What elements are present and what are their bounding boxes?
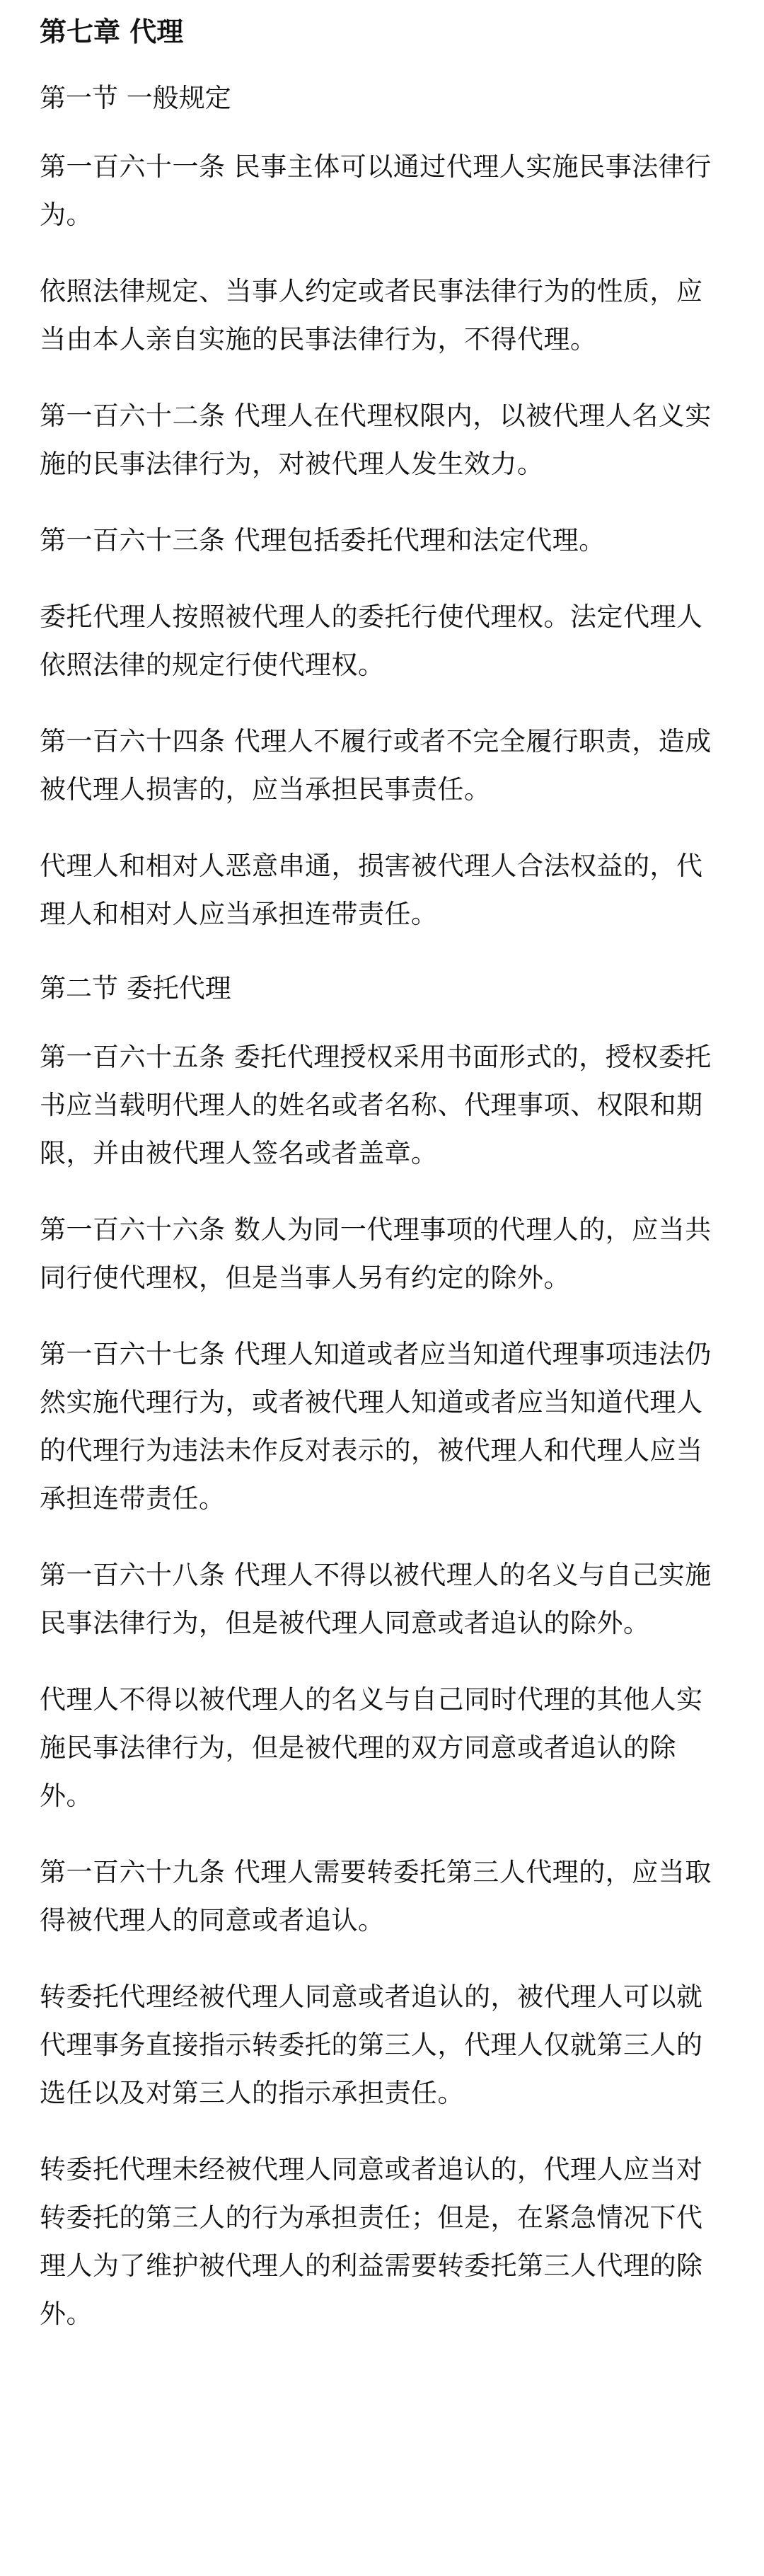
document-page [0,16,764,2576]
article-161: 第一百六十一条 民事主体可以通过代理人实施民事法律行为。 [40,151,712,230]
article-168-clause-2: 代理人不得以被代理人的名义与自己同时代理的其他人实施民事法律行为，但是被代理的双方同意或者追认的除外。 [40,1684,703,1811]
article-164-clause-2: 代理人和相对人恶意串通，损害被代理人合法权益的，代理人和相对人应当承担连带责任。 [40,851,703,929]
chapter-title: 第七章 代理 [40,16,184,47]
article-162: 第一百六十二条 代理人在代理权限内，以被代理人名义实施的民事法律行为，对被代理人发生效力。 [40,401,712,479]
article-161-clause-2: 依照法律规定、当事人约定或者民事法律行为的性质，应当由本人亲自实施的民事法律行为，不得代理。 [40,276,703,355]
article-165: 第一百六十五条 委托代理授权采用书面形式的，授权委托书应当载明代理人的姓名或者名称、代理事项、权限和期限，并由被代理人签名或者盖章。 [40,1042,712,1168]
article-164: 第一百六十四条 代理人不履行或者不完全履行职责，造成被代理人损害的，应当承担民事责任。 [40,726,712,805]
article-163: 第一百六十三条 代理包括委托代理和法定代理。 [40,525,606,556]
section-title-entrusted-agency: 第二节 委托代理 [40,973,231,1004]
section-title-general-provisions: 第一节 一般规定 [40,83,231,113]
article-169-clause-2: 转委托代理经被代理人同意或者追认的，被代理人可以就代理事务直接指示转委托的第三人，代理人仅就第三人的选任以及对第三人的指示承担责任。 [40,1982,703,2108]
article-168: 第一百六十八条 代理人不得以被代理人的名义与自己实施民事法律行为，但是被代理人同意或者追认的除外。 [40,1560,712,1638]
article-163-clause-2: 委托代理人按照被代理人的委托行使代理权。法定代理人依照法律的规定行使代理权。 [40,602,703,680]
article-167: 第一百六十七条 代理人知道或者应当知道代理事项违法仍然实施代理行为，或者被代理人知道或者应当知道代理人的代理行为违法未作反对表示的，被代理人和代理人应当承担连带责任。 [40,1339,712,1514]
article-166: 第一百六十六条 数人为同一代理事项的代理人的，应当共同行使代理权，但是当事人另有约定的除外。 [40,1214,712,1293]
article-169: 第一百六十九条 代理人需要转委托第三人代理的，应当取得被代理人的同意或者追认。 [40,1857,712,1936]
article-169-clause-3: 转委托代理未经被代理人同意或者追认的，代理人应当对转委托的第三人的行为承担责任；但是，在紧急情况下代理人为了维护被代理人的利益需要转委托第三人代理的除外。 [40,2154,703,2329]
